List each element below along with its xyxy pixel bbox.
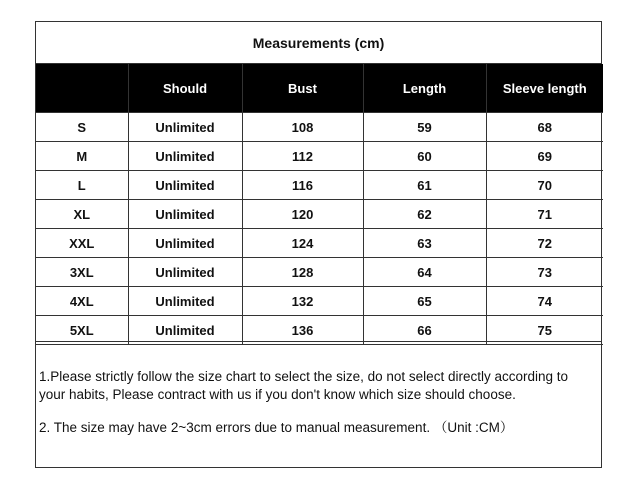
bust-cell: 112 (242, 142, 363, 171)
size-chart (35, 21, 602, 468)
header-row (36, 64, 603, 113)
chart-title: Measurements (cm) (36, 22, 601, 64)
bust-cell: 136 (242, 316, 363, 345)
length-cell: 63 (363, 229, 486, 258)
shoulder-cell: Unlimited (128, 258, 242, 287)
column-header-sleeve-length: Sleeve length (486, 64, 603, 113)
bust-cell: 120 (242, 200, 363, 229)
sleeve-length-cell: 68 (486, 113, 603, 142)
size-cell: 3XL (36, 258, 128, 287)
notes-section (36, 341, 601, 467)
shoulder-cell: Unlimited (128, 229, 242, 258)
shoulder-cell: Unlimited (128, 200, 242, 229)
length-cell: 60 (363, 142, 486, 171)
length-cell: 62 (363, 200, 486, 229)
table-row (36, 200, 603, 229)
size-cell: 4XL (36, 287, 128, 316)
length-cell: 61 (363, 171, 486, 200)
shoulder-cell: Unlimited (128, 316, 242, 345)
shoulder-cell: Unlimited (128, 113, 242, 142)
sleeve-length-cell: 74 (486, 287, 603, 316)
sleeve-length-cell: 75 (486, 316, 603, 345)
bust-cell: 128 (242, 258, 363, 287)
sleeve-length-cell: 72 (486, 229, 603, 258)
bust-cell: 108 (242, 113, 363, 142)
table-row (36, 258, 603, 287)
length-cell: 59 (363, 113, 486, 142)
length-cell: 64 (363, 258, 486, 287)
table-row (36, 142, 603, 171)
table-row (36, 171, 603, 200)
column-header-shoulder: Should (128, 64, 242, 113)
size-cell: S (36, 113, 128, 142)
size-cell: L (36, 171, 128, 200)
sleeve-length-cell: 73 (486, 258, 603, 287)
column-header-bust: Bust (242, 64, 363, 113)
sleeve-length-cell: 69 (486, 142, 603, 171)
size-cell: XL (36, 200, 128, 229)
bust-cell: 124 (242, 229, 363, 258)
length-cell: 65 (363, 287, 486, 316)
sleeve-length-cell: 71 (486, 200, 603, 229)
table-row (36, 287, 603, 316)
bust-cell: 116 (242, 171, 363, 200)
shoulder-cell: Unlimited (128, 142, 242, 171)
shoulder-cell: Unlimited (128, 287, 242, 316)
shoulder-cell: Unlimited (128, 171, 242, 200)
bust-cell: 132 (242, 287, 363, 316)
table-body (36, 113, 603, 345)
table-row (36, 113, 603, 142)
length-cell: 66 (363, 316, 486, 345)
size-table (36, 64, 603, 345)
table-row (36, 229, 603, 258)
size-cell: XXL (36, 229, 128, 258)
note-measurement-error: 2. The size may have 2~3cm errors due to manual measurement. （Unit :CM） (39, 420, 514, 435)
note-size-guidance: 1.Please strictly follow the size chart to select the size, do not select directly according to your habits, Please contract with us if you don't know which size should choose. (39, 369, 568, 402)
column-header-length: Length (363, 64, 486, 113)
column-header-size (36, 64, 128, 113)
size-cell: M (36, 142, 128, 171)
size-cell: 5XL (36, 316, 128, 345)
sleeve-length-cell: 70 (486, 171, 603, 200)
